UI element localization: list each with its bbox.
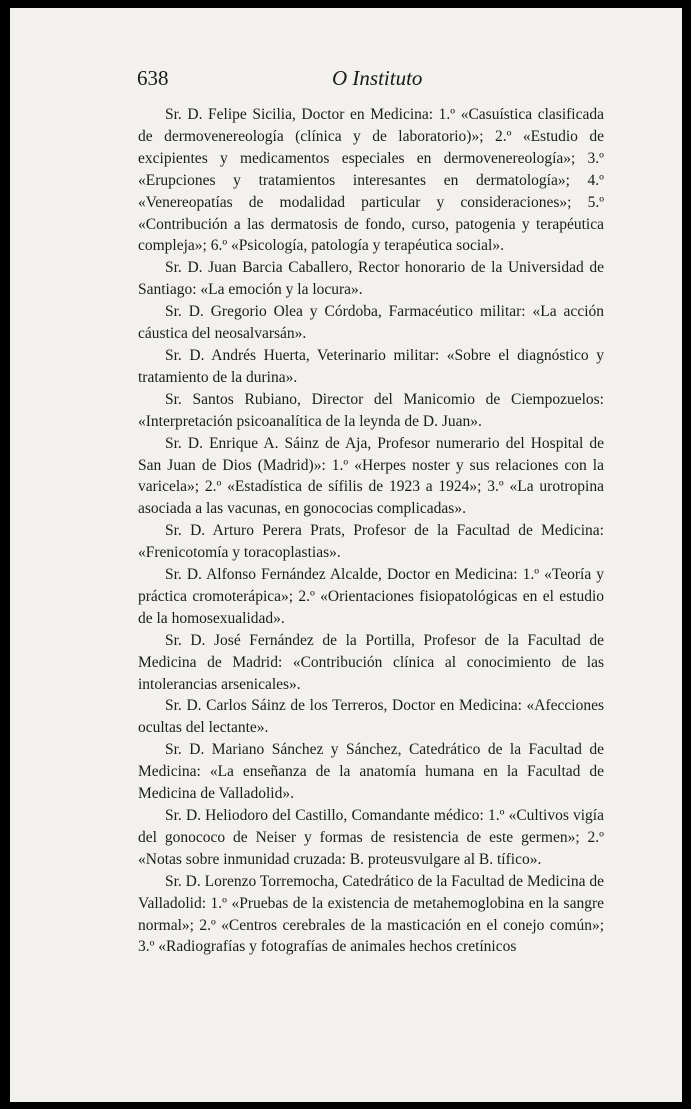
body-text [138,104,604,958]
entry-olea: Sr. D. Gregorio Olea y Córdoba, Farmacéutico militar: «La acción cáustica del neosalvarsán». [138,303,604,343]
entry-fernandez-portilla: Sr. D. José Fernández de la Portilla, Profesor de la Facultad de Medicina de Madrid: «Contribución clínica al conocimiento de las intolerancias arsenicales». [138,631,604,693]
page-header [137,66,607,92]
entry-torremocha: Sr. D. Lorenzo Torremocha, Catedrático de la Facultad de Medicina de Valladolid: 1.º «Pruebas de la existencia de metahemoglobina en la sangre normal»; 2.º «Centros cerebrales de la masticación en el conejo común»; 3.º «Radiografías y fotografías de animales hechos cretínicos [138,872,604,956]
entry-fernandez-alcalde: Sr. D. Alfonso Fernández Alcalde, Doctor en Medicina: 1.º «Teoría y práctica cromoterápica»; 2.º «Orientaciones fisiopatológicas en el estudio de la homosexualidad». [138,566,604,627]
entry-huerta: Sr. D. Andrés Huerta, Veterinario militar: «Sobre el diagnóstico y tratamiento de la durina». [138,346,604,386]
entry-castillo: Sr. D. Heliodoro del Castillo, Comandante médico: 1.º «Cultivos vigía del gonococo de Neiser y formas de resistencia de este germen»; 2.º «Notas sobre inmunidad cruzada: B. proteusvulgare al B. tífico». [138,807,604,868]
running-title: O Instituto [332,66,423,90]
entry-barcia: Sr. D. Juan Barcia Caballero, Rector honorario de la Universidad de Santiago: «La emoción y la locura». [138,259,604,299]
page-number: 638 [137,66,169,90]
entry-rubiano: Sr. Santos Rubiano, Director del Manicomio de Ciempozuelos: «Interpretación psicoanalítica de la leynda de D. Juan». [138,390,604,430]
entry-sanchez: Sr. D. Mariano Sánchez y Sánchez, Catedrático de la Facultad de Medicina: «La enseñanza de la anatomía humana en la Facultad de Medicina de Valladolid». [138,741,604,803]
entry-sainz-de-aja: Sr. D. Enrique A. Sáinz de Aja, Profesor numerario del Hospital de San Juan de Dios (Madrid)»: 1.º «Herpes noster y sus relaciones con la varicela»; 2.º «Estadística de sífilis de 1923 a 1924»; 3.º «La urotropina asociada a las vacunas, en gonococias complicadas». [138,434,604,518]
entry-perera: Sr. D. Arturo Perera Prats, Profesor de la Facultad de Medicina: «Frenicotomía y toracoplastias». [138,522,604,562]
entry-sainz-terreros: Sr. D. Carlos Sáinz de los Terreros, Doctor en Medicina: «Afecciones ocultas del lectante». [138,697,604,737]
entry-sicilia: Sr. D. Felipe Sicilia, Doctor en Medicina: 1.º «Casuística clasificada de dermovenereología (clínica y de laboratorio)»; 2.º «Estudio de excipientes y medicamentos especiales en dermovenereología»; 3.º «Erupciones y tratamientos interesantes en dermatología»; 4.º «Venereopatías de modalidad particular y consideraciones»; 5.º «Contribución a las dermatosis de fondo, curso, patogenia y terapéutica compleja»; 6.º «Psicología, patología y terapéutica social». [138,106,604,255]
